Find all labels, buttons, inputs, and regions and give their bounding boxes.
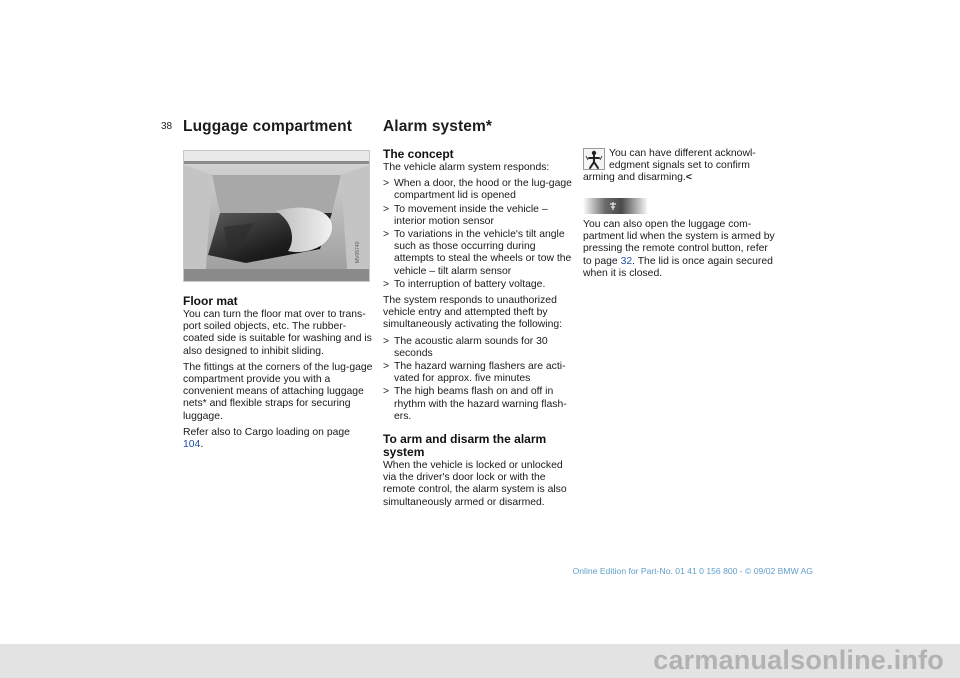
- list-item: > When a door, the hood or the lug-gage compartment lid is opened: [383, 178, 575, 202]
- person-warning-icon: [583, 148, 605, 170]
- floor-mat-section: [183, 295, 373, 455]
- alarm-concept-section: [383, 148, 575, 513]
- cargo-ref-end: .: [200, 439, 204, 451]
- list-item: > To variations in the vehicle's tilt angle such as those occurring during attempts to steal the wheels or tow the vehicle – tilt alarm sensor: [383, 229, 575, 278]
- list-item: > To interruption of battery voltage.: [383, 279, 575, 291]
- section-title-alarm: Alarm system*: [383, 118, 492, 135]
- floor-mat-title: Floor mat: [183, 294, 238, 308]
- page-number: 38: [161, 121, 173, 132]
- response-list: [383, 178, 575, 291]
- luggage-compartment-photo: [183, 150, 370, 282]
- remote-open-end: . The lid is once again secured when it is closed.: [583, 255, 773, 279]
- remote-control-button-icon: [583, 198, 647, 214]
- note-line-3: arming and disarming.: [583, 172, 686, 183]
- cargo-ref-text: Refer also to Cargo loading on page: [183, 426, 350, 438]
- page-link-32[interactable]: 32: [620, 255, 633, 267]
- note-last-line: [583, 172, 778, 184]
- list-item: > The acoustic alarm sounds for 30 seconds: [383, 336, 575, 360]
- list-item: > To movement inside the vehicle – interior motion sensor: [383, 204, 575, 228]
- floor-mat-para-2: The fittings at the corners of the lug-gage compartment provide you with a convenient means of attaching luggage nets* and flexible straps for securing luggage.: [183, 361, 373, 422]
- remote-open-para: [583, 219, 778, 280]
- arm-disarm-title: To arm and disarm the alarm system: [383, 432, 547, 460]
- note-line-2: edgment signals set to confirm: [609, 160, 750, 172]
- floor-mat-para-3: [183, 427, 373, 451]
- list-item: > The hazard warning flashers are acti-vated for approx. five minutes: [383, 361, 575, 385]
- luggage-photo-illustration: [184, 151, 369, 281]
- photo-code: MV05740: [355, 241, 361, 263]
- arm-disarm-text: When the vehicle is locked or unlocked via the driver's door lock or with the remote control, the alarm system is also simultaneously armed or disarmed.: [383, 460, 567, 508]
- activation-list: [383, 336, 575, 423]
- remote-open-section: [583, 219, 778, 284]
- remote-open-text: You can also open the luggage com-partment lid when the system is armed by pressing the remote control button, refer to page: [583, 219, 775, 267]
- note-first-lines: [609, 148, 779, 172]
- list-item: > The high beams flash on and off in rhythm with the hazard warning flash-ers.: [383, 386, 575, 423]
- page-link-104[interactable]: 104: [183, 439, 201, 451]
- footer-edition: Online Edition for Part-No. 01 41 0 156 800 - © 09/02 BMW AG: [572, 566, 813, 576]
- note-end-mark: <: [685, 172, 692, 183]
- concept-title: The concept: [383, 147, 454, 161]
- floor-mat-para-1: You can turn the floor mat over to trans-port soiled objects, etc. The rubber-coated side is suitable for washing and is also designed to inhibit sliding.: [183, 309, 372, 357]
- concept-intro: The vehicle alarm system responds:: [383, 162, 550, 173]
- concept-para-2: The system responds to unauthorized vehicle entry and attempted theft by simultaneously activating the following:: [383, 295, 563, 331]
- watermark-text[interactable]: carmanualsonline.info: [653, 645, 944, 675]
- note-line-1: You can have different acknowl-: [609, 148, 756, 159]
- watermark-bar: [0, 644, 960, 678]
- section-title-luggage: Luggage compartment: [183, 118, 352, 135]
